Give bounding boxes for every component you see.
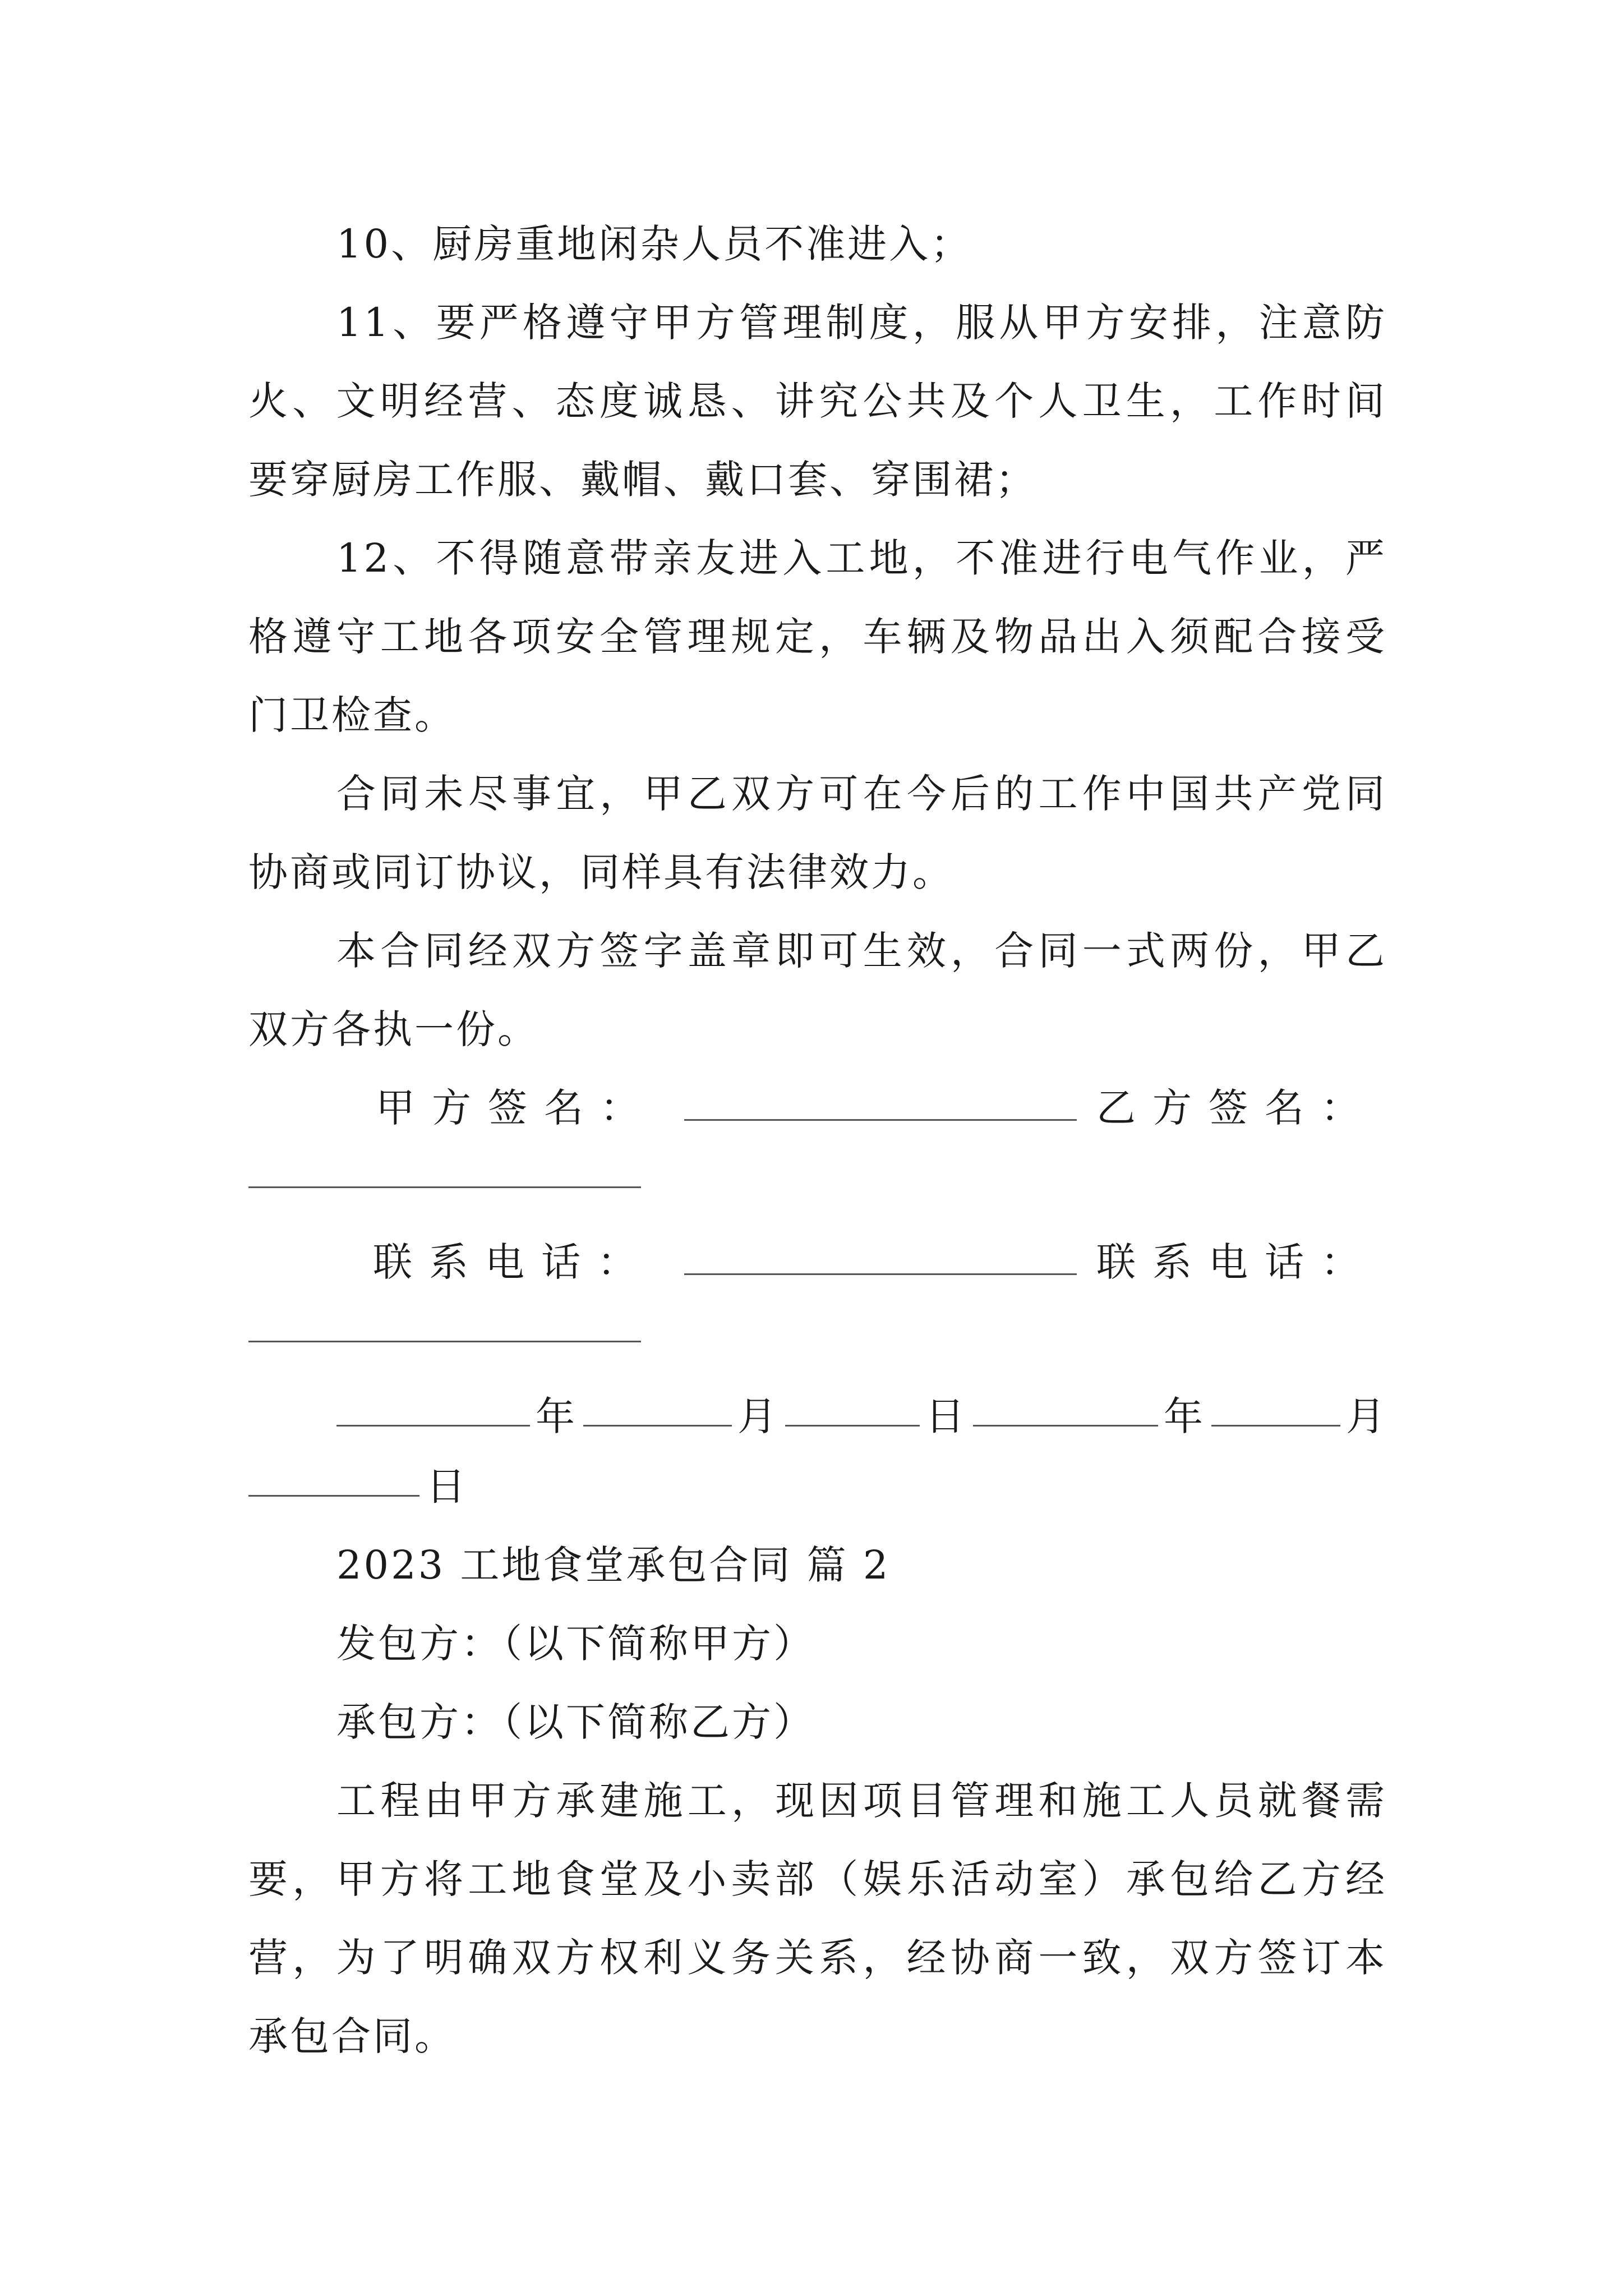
clause-12-line-1: 12、不得随意带亲友进入工地，不准进行电气作业，严 (336, 535, 1387, 581)
day-2-line (248, 1495, 419, 1497)
intro-line-3: 营，为了明确双方权利义务关系，经协商一致，双方签订本 (248, 1935, 1387, 1981)
clause-11-line-1: 11、要严格遵守甲方管理制度，服从甲方安排，注意防 (336, 300, 1387, 346)
party-a-sign-label: 甲方签名： (376, 1085, 656, 1131)
phone-b-line (248, 1341, 641, 1342)
party-b-sign-label: 乙方签名： (1096, 1085, 1377, 1131)
intro-line-2: 要，甲方将工地食堂及小卖部（娱乐活动室）承包给乙方经 (248, 1856, 1387, 1902)
intro-line-4: 承包合同。 (248, 2013, 456, 2059)
month-2-label: 月 (1346, 1393, 1385, 1439)
section-2-title: 2023 工地食堂承包合同 篇 2 (336, 1542, 891, 1588)
phone-a-label: 联系电话： (373, 1239, 653, 1285)
party-a-sign-line (684, 1119, 1077, 1121)
year-2-label: 年 (1164, 1393, 1203, 1439)
day-1-label: 日 (925, 1393, 965, 1439)
month-1-label: 月 (737, 1393, 777, 1439)
party-b-sign-line (248, 1186, 641, 1188)
day-2-label: 日 (426, 1464, 465, 1510)
phone-a-line (684, 1273, 1077, 1275)
year-1-label: 年 (536, 1393, 575, 1439)
contractor-line: 承包方：（以下简称乙方） (336, 1699, 815, 1745)
clause-12-line-2: 格遵守工地各项安全管理规定，车辆及物品出入须配合接受 (248, 614, 1387, 660)
effect-line-1: 本合同经双方签字盖章即可生效，合同一式两份，甲乙 (336, 928, 1387, 974)
misc-line-2: 协商或同订协议，同样具有法律效力。 (248, 849, 954, 895)
month-1-line (583, 1425, 732, 1427)
clause-11-line-2: 火、文明经营、态度诚恳、讲究公共及个人卫生，工作时间 (248, 378, 1387, 424)
year-2-line (973, 1425, 1158, 1427)
clause-12-line-3: 门卫检查。 (248, 692, 456, 738)
clause-11-line-3: 要穿厨房工作服、戴帽、戴口套、穿围裙； (248, 457, 1037, 503)
year-1-line (336, 1425, 530, 1427)
effect-line-2: 双方各执一份。 (248, 1006, 539, 1052)
intro-line-1: 工程由甲方承建施工，现因项目管理和施工人员就餐需 (336, 1778, 1387, 1824)
misc-line-1: 合同未尽事宜，甲乙双方可在今后的工作中国共产党同 (336, 771, 1387, 817)
issuer-line: 发包方：（以下简称甲方） (336, 1621, 815, 1667)
clause-10: 10、厨房重地闲杂人员不准进入； (336, 221, 972, 267)
month-2-line (1211, 1425, 1340, 1427)
phone-b-label: 联系电话： (1096, 1239, 1377, 1285)
day-1-line (785, 1425, 920, 1427)
